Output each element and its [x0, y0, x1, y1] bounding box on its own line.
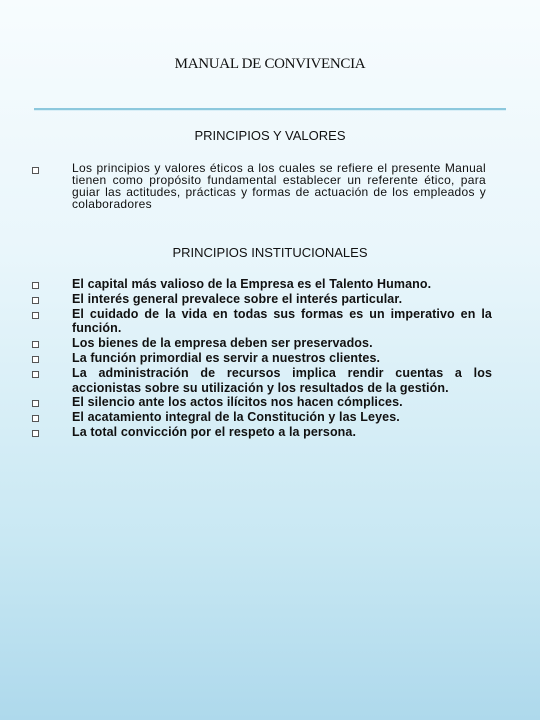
list-item [32, 336, 492, 351]
principios-paragraph: Los principios y valores éticos a los cuales se refiere el presente Manual tienen como propósito fundamental establecer un referente ético, para guiar las actitudes, prácticas y formas de actuación de los empleados y colaboradores [72, 161, 486, 211]
square-bullet-icon [32, 297, 39, 304]
section-title-principios-valores: PRINCIPIOS Y VALORES [194, 128, 346, 143]
document-title: MANUAL DE CONVIVENCIA [174, 56, 366, 72]
list-item-text: El acatamiento integral de la Constitución y las Leyes. [72, 410, 400, 425]
list-item-text: El interés general prevalece sobre el interés particular. [72, 291, 403, 306]
list-item-text: La total convicción por el respeto a la persona. [72, 424, 357, 439]
list-item-text: Los bienes de la empresa deben ser preservados. [72, 336, 373, 351]
list-item-text: El silencio ante los actos ilícitos nos hacen cómplices. [72, 395, 403, 410]
square-bullet-icon [32, 400, 39, 407]
list-item-text: La función primordial es servir a nuestros clientes. [72, 350, 381, 365]
list-item-text: El capital más valioso de la Empresa es el Talento Humano. [72, 277, 432, 291]
list-item [32, 395, 492, 410]
list-item-text: El cuidado de la vida en todas sus formas es un imperativo en la función. [72, 306, 492, 336]
principles-list [32, 277, 492, 440]
square-bullet-icon [32, 430, 39, 437]
square-bullet-icon [32, 312, 39, 319]
square-bullet-icon [32, 371, 39, 378]
section-title-principios-institucionales: PRINCIPIOS INSTITUCIONALES [172, 245, 368, 260]
list-item [32, 351, 492, 366]
square-bullet-icon [32, 415, 39, 422]
square-bullet-icon [32, 167, 39, 174]
list-item [32, 277, 492, 292]
square-bullet-icon [32, 282, 39, 289]
square-bullet-icon [32, 341, 39, 348]
title-divider [34, 108, 506, 110]
square-bullet-icon [32, 356, 39, 363]
list-item [32, 425, 492, 440]
list-item [32, 410, 492, 425]
list-item-text: La administración de recursos implica rendir cuentas a los accionistas sobre su utilización y los resultados de la gestión. [72, 365, 492, 395]
list-item [32, 292, 492, 307]
list-item [32, 307, 492, 337]
list-item [32, 366, 492, 396]
